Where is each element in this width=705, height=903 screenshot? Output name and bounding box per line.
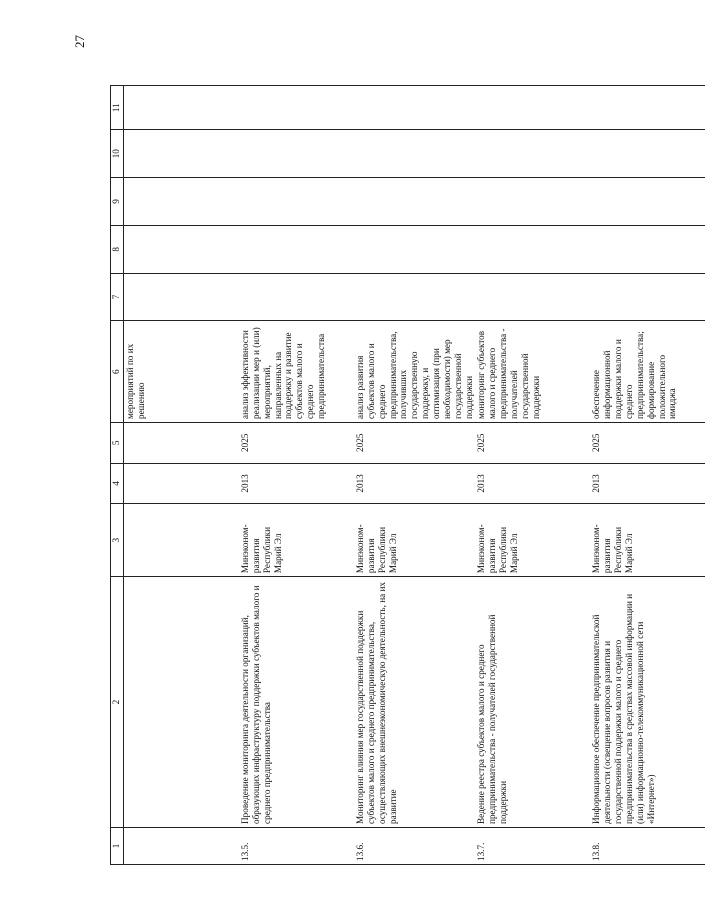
empty-cell <box>590 273 705 321</box>
empty-cell <box>124 225 240 273</box>
header-col-6: 6 <box>111 321 124 423</box>
empty-cell <box>475 86 590 130</box>
empty-cell <box>475 273 590 321</box>
executor: Минэконом-развития Республики Марий Эл <box>590 504 705 577</box>
row-number: 13.5. <box>239 827 354 864</box>
expected-result: обеспечение информационной поддержки малого и среднего предпринимательства; формирование положительного имиджа <box>590 321 705 423</box>
expected-result: мероприятий по их решению <box>124 321 240 423</box>
empty-cell <box>475 178 590 226</box>
empty-cell <box>239 178 354 226</box>
empty-cell <box>475 225 590 273</box>
rotated-table-wrapper <box>110 85 678 865</box>
end-year: 2025 <box>475 422 590 463</box>
header-col-5: 5 <box>111 422 124 463</box>
empty-cell <box>239 86 354 130</box>
measure-name <box>124 577 240 828</box>
executor: Минэконом-развития Республики Марий Эл <box>354 504 475 577</box>
start-year: 2013 <box>475 463 590 504</box>
start-year: 2013 <box>590 463 705 504</box>
empty-cell <box>590 86 705 130</box>
header-col-1: 1 <box>111 827 124 864</box>
empty-cell <box>354 273 475 321</box>
empty-cell <box>124 86 240 130</box>
measures-table <box>110 85 705 865</box>
header-col-3: 3 <box>111 504 124 577</box>
table-row <box>475 86 590 865</box>
executor: Минэконом-развития Республики Марий Эл <box>475 504 590 577</box>
empty-cell <box>239 273 354 321</box>
empty-cell <box>354 178 475 226</box>
executor <box>124 504 240 577</box>
header-col-11: 11 <box>111 86 124 130</box>
executor: Минэконом-развития Республики Марий Эл <box>239 504 354 577</box>
start-year: 2013 <box>354 463 475 504</box>
header-col-7: 7 <box>111 273 124 321</box>
expected-result: анализ эффективности реализации мер и (или) мероприятий, направленных на поддержку и развитие субъектов малого и среднего предпринимательства <box>239 321 354 423</box>
table-row <box>590 86 705 865</box>
table-row <box>239 86 354 865</box>
row-number <box>124 827 240 864</box>
empty-cell <box>124 130 240 178</box>
header-col-9: 9 <box>111 178 124 226</box>
header-col-2: 2 <box>111 577 124 828</box>
measure-name: Информационное обеспечение предпринимательской деятельности (освещение вопросов развития и государственной поддержки малого и среднего предпринимательства в средствах массовой информации и (или) информационно-телекоммуникационной сети «Интернет») <box>590 577 705 828</box>
measure-name: Ведение реестра субъектов малого и среднего предпринимательства - получателей государственной поддержки <box>475 577 590 828</box>
page-number: 27 <box>72 35 87 48</box>
header-col-10: 10 <box>111 130 124 178</box>
empty-cell <box>239 130 354 178</box>
expected-result: анализ развития субъектов малого и среднего предпринимательства, получивших государственную поддержку, и оптимизация (при необходимости) мер государственной поддержки <box>354 321 475 423</box>
empty-cell <box>590 178 705 226</box>
table-row <box>354 86 475 865</box>
header-col-4: 4 <box>111 463 124 504</box>
empty-cell <box>354 225 475 273</box>
end-year: 2025 <box>354 422 475 463</box>
empty-cell <box>590 225 705 273</box>
start-year <box>124 463 240 504</box>
table-header-row <box>111 86 124 865</box>
empty-cell <box>124 273 240 321</box>
empty-cell <box>354 130 475 178</box>
empty-cell <box>475 130 590 178</box>
table-row <box>124 86 240 865</box>
expected-result: мониторинг субъектов малого и среднего предпринимательства - получателей государственной поддержки <box>475 321 590 423</box>
row-number: 13.6. <box>354 827 475 864</box>
empty-cell <box>354 86 475 130</box>
empty-cell <box>124 178 240 226</box>
empty-cell <box>239 225 354 273</box>
row-number: 13.8. <box>590 827 705 864</box>
empty-cell <box>590 130 705 178</box>
end-year <box>124 422 240 463</box>
measure-name: Мониторинг влияния мер государственной поддержки субъектов малого и среднего предпринимательства, осуществляющих внешнеэкономическую деятельность, на их развитие <box>354 577 475 828</box>
row-number: 13.7. <box>475 827 590 864</box>
measure-name: Проведение мониторинга деятельности организаций, образующих инфраструктуру поддержки субъектов малого и среднего предпринимательства <box>239 577 354 828</box>
start-year: 2013 <box>239 463 354 504</box>
end-year: 2025 <box>590 422 705 463</box>
end-year: 2025 <box>239 422 354 463</box>
header-col-8: 8 <box>111 225 124 273</box>
